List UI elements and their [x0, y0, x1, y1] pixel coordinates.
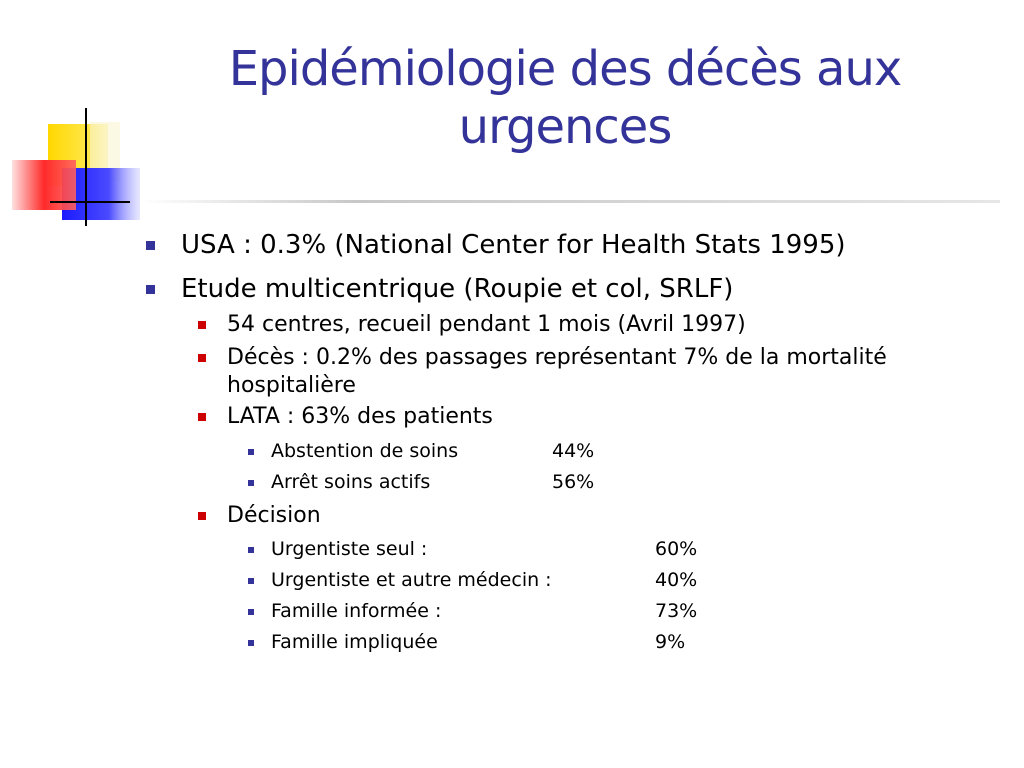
bullet-square-icon	[248, 578, 254, 584]
decision-item-label: Famille informée :	[271, 600, 442, 622]
decision-item-value: 60%	[655, 538, 698, 560]
bullet-square-icon	[248, 640, 254, 646]
bullet-square-icon	[146, 241, 155, 250]
bullet-deces-line2: hospitalière	[227, 373, 356, 398]
decision-item-label: Urgentiste seul :	[271, 538, 428, 560]
bullet-square-icon	[198, 512, 206, 520]
bullet-square-icon	[198, 354, 206, 362]
decision-item-label: Famille impliquée	[271, 631, 438, 653]
bullet-square-icon	[198, 321, 206, 329]
bullet-square-icon	[248, 609, 254, 615]
decision-item-value: 9%	[655, 631, 686, 653]
bullet-usa: USA : 0.3% (National Center for Health Stats 1995)	[181, 230, 846, 260]
bullet-deces-line1: Décès : 0.2% des passages représentant 7% de la mortalité	[227, 345, 887, 370]
decision-item-label: Urgentiste et autre médecin :	[271, 569, 552, 591]
decision-item-value: 40%	[655, 569, 698, 591]
bullet-etude: Etude multicentrique (Roupie et col, SRLF)	[181, 274, 734, 304]
bullet-lata: LATA : 63% des patients	[227, 404, 493, 429]
bullet-centres: 54 centres, recueil pendant 1 mois (Avril 1997)	[227, 312, 746, 337]
decision-item-value: 73%	[655, 600, 698, 622]
bullet-square-icon	[248, 449, 254, 455]
bullet-square-icon	[198, 413, 206, 421]
bullet-decision: Décision	[227, 503, 321, 528]
lata-item-value: 44%	[552, 440, 595, 462]
lata-item-label: Abstention de soins	[271, 440, 459, 462]
bullet-square-icon	[146, 285, 155, 294]
lata-item-label: Arrêt soins actifs	[271, 471, 431, 493]
lata-item-value: 56%	[552, 471, 595, 493]
slide-title: Epidémiologie des décès aux urgences	[228, 41, 902, 155]
bullet-square-icon	[248, 547, 254, 553]
bullet-square-icon	[248, 480, 254, 486]
